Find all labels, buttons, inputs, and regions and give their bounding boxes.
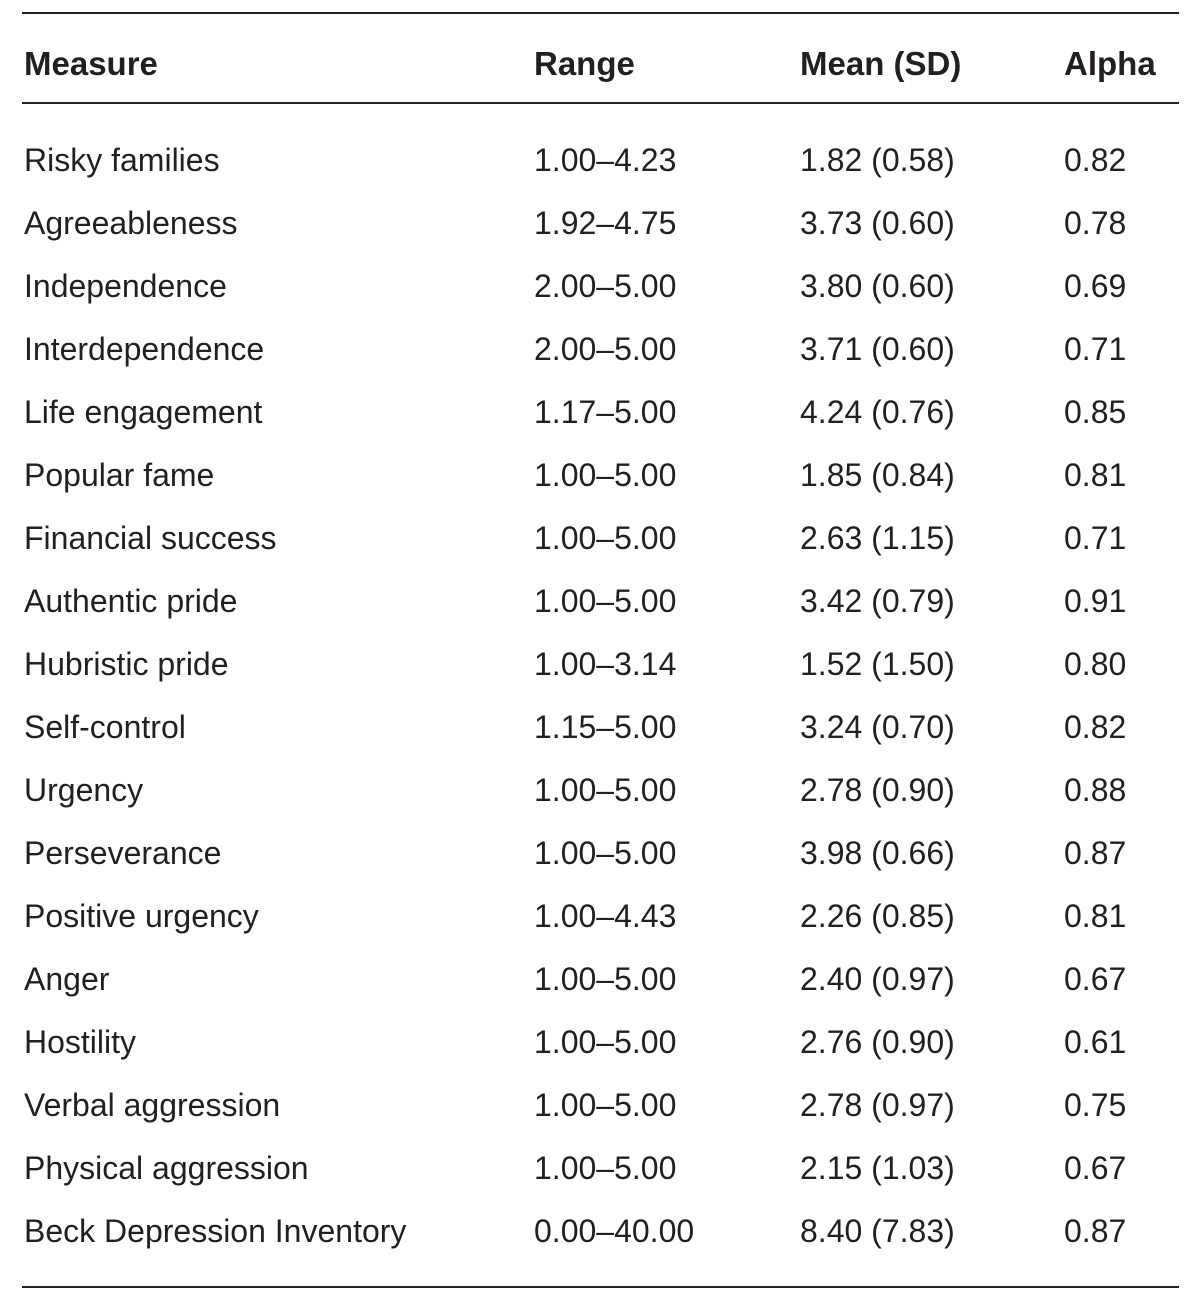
cell-measure: Agreeableness <box>24 205 238 241</box>
cell-measure: Verbal aggression <box>24 1087 281 1123</box>
cell-range: 1.00–5.00 <box>534 1024 677 1060</box>
cell-mean-sd: 1.85 (0.84) <box>800 457 955 493</box>
cell-range: 1.00–4.23 <box>534 142 677 178</box>
cell-range: 1.00–5.00 <box>534 1150 677 1186</box>
cell-range: 1.00–4.43 <box>534 898 677 934</box>
cell-mean-sd: 1.52 (1.50) <box>800 646 955 682</box>
cell-range: 2.00–5.00 <box>534 268 677 304</box>
cell-alpha: 0.67 <box>1064 961 1127 997</box>
header-mean-sd: Mean (SD) <box>800 45 962 82</box>
table-row <box>22 822 1179 885</box>
table-bottom-rule <box>22 1286 1179 1288</box>
cell-mean-sd: 4.24 (0.76) <box>800 394 955 430</box>
cell-range: 1.00–5.00 <box>534 457 677 493</box>
table-row <box>22 885 1179 948</box>
table-row <box>22 1011 1179 1074</box>
cell-alpha: 0.91 <box>1064 583 1127 619</box>
cell-alpha: 0.85 <box>1064 394 1127 430</box>
cell-measure: Popular fame <box>24 457 215 493</box>
cell-alpha: 0.88 <box>1064 772 1127 808</box>
cell-measure: Hostility <box>24 1024 137 1060</box>
cell-range: 1.00–5.00 <box>534 1087 677 1123</box>
cell-alpha: 0.80 <box>1064 646 1127 682</box>
cell-mean-sd: 2.40 (0.97) <box>800 961 955 997</box>
cell-measure: Risky families <box>24 142 220 178</box>
measures-table <box>22 12 1179 1288</box>
header-alpha: Alpha <box>1064 45 1156 82</box>
table-body <box>22 104 1179 1286</box>
cell-mean-sd: 2.78 (0.97) <box>800 1087 955 1123</box>
cell-measure: Perseverance <box>24 835 222 871</box>
cell-measure: Urgency <box>24 772 144 808</box>
cell-alpha: 0.71 <box>1064 520 1127 556</box>
table-row <box>22 759 1179 822</box>
cell-range: 1.00–3.14 <box>534 646 677 682</box>
cell-alpha: 0.67 <box>1064 1150 1127 1186</box>
header-range: Range <box>534 45 635 82</box>
table-row <box>22 1074 1179 1137</box>
cell-measure: Authentic pride <box>24 583 238 619</box>
cell-alpha: 0.71 <box>1064 331 1127 367</box>
cell-measure: Anger <box>24 961 110 997</box>
table-row <box>22 633 1179 696</box>
header-measure: Measure <box>24 45 158 82</box>
cell-mean-sd: 2.26 (0.85) <box>800 898 955 934</box>
cell-measure: Life engagement <box>24 394 263 430</box>
table-row <box>22 192 1179 255</box>
cell-range: 1.00–5.00 <box>534 772 677 808</box>
cell-mean-sd: 3.80 (0.60) <box>800 268 955 304</box>
cell-mean-sd: 3.42 (0.79) <box>800 583 955 619</box>
cell-range: 2.00–5.00 <box>534 331 677 367</box>
cell-mean-sd: 2.63 (1.15) <box>800 520 955 556</box>
cell-mean-sd: 8.40 (7.83) <box>800 1213 955 1249</box>
cell-alpha: 0.69 <box>1064 268 1127 304</box>
cell-range: 1.00–5.00 <box>534 583 677 619</box>
cell-mean-sd: 3.73 (0.60) <box>800 205 955 241</box>
cell-range: 0.00–40.00 <box>534 1213 695 1249</box>
cell-measure: Physical aggression <box>24 1150 309 1186</box>
cell-mean-sd: 2.78 (0.90) <box>800 772 955 808</box>
cell-range: 1.92–4.75 <box>534 205 677 241</box>
table-row <box>22 381 1179 444</box>
cell-alpha: 0.75 <box>1064 1087 1127 1123</box>
cell-measure: Independence <box>24 268 227 304</box>
cell-alpha: 0.82 <box>1064 142 1127 178</box>
cell-measure: Beck Depression Inventory <box>24 1213 407 1249</box>
table-row <box>22 1200 1179 1263</box>
cell-alpha: 0.78 <box>1064 205 1127 241</box>
table-row <box>22 444 1179 507</box>
table-row <box>22 570 1179 633</box>
cell-mean-sd: 3.24 (0.70) <box>800 709 955 745</box>
cell-range: 1.00–5.00 <box>534 961 677 997</box>
cell-measure: Hubristic pride <box>24 646 229 682</box>
table-row <box>22 696 1179 759</box>
cell-measure: Self-control <box>24 709 186 745</box>
cell-range: 1.00–5.00 <box>534 520 677 556</box>
table-row <box>22 507 1179 570</box>
table-row <box>22 318 1179 381</box>
cell-alpha: 0.81 <box>1064 898 1127 934</box>
cell-range: 1.17–5.00 <box>534 394 677 430</box>
cell-range: 1.00–5.00 <box>534 835 677 871</box>
cell-range: 1.15–5.00 <box>534 709 677 745</box>
cell-mean-sd: 1.82 (0.58) <box>800 142 955 178</box>
table-row <box>22 129 1179 192</box>
cell-mean-sd: 3.71 (0.60) <box>800 331 955 367</box>
cell-alpha: 0.61 <box>1064 1024 1127 1060</box>
cell-alpha: 0.87 <box>1064 835 1127 871</box>
cell-mean-sd: 2.15 (1.03) <box>800 1150 955 1186</box>
cell-alpha: 0.87 <box>1064 1213 1127 1249</box>
cell-mean-sd: 2.76 (0.90) <box>800 1024 955 1060</box>
table-row <box>22 948 1179 1011</box>
cell-measure: Financial success <box>24 520 277 556</box>
cell-measure: Interdependence <box>24 331 265 367</box>
cell-alpha: 0.82 <box>1064 709 1127 745</box>
table-header-row <box>22 14 1179 102</box>
cell-measure: Positive urgency <box>24 898 259 934</box>
table-row <box>22 1137 1179 1200</box>
cell-alpha: 0.81 <box>1064 457 1127 493</box>
table-row <box>22 255 1179 318</box>
cell-mean-sd: 3.98 (0.66) <box>800 835 955 871</box>
